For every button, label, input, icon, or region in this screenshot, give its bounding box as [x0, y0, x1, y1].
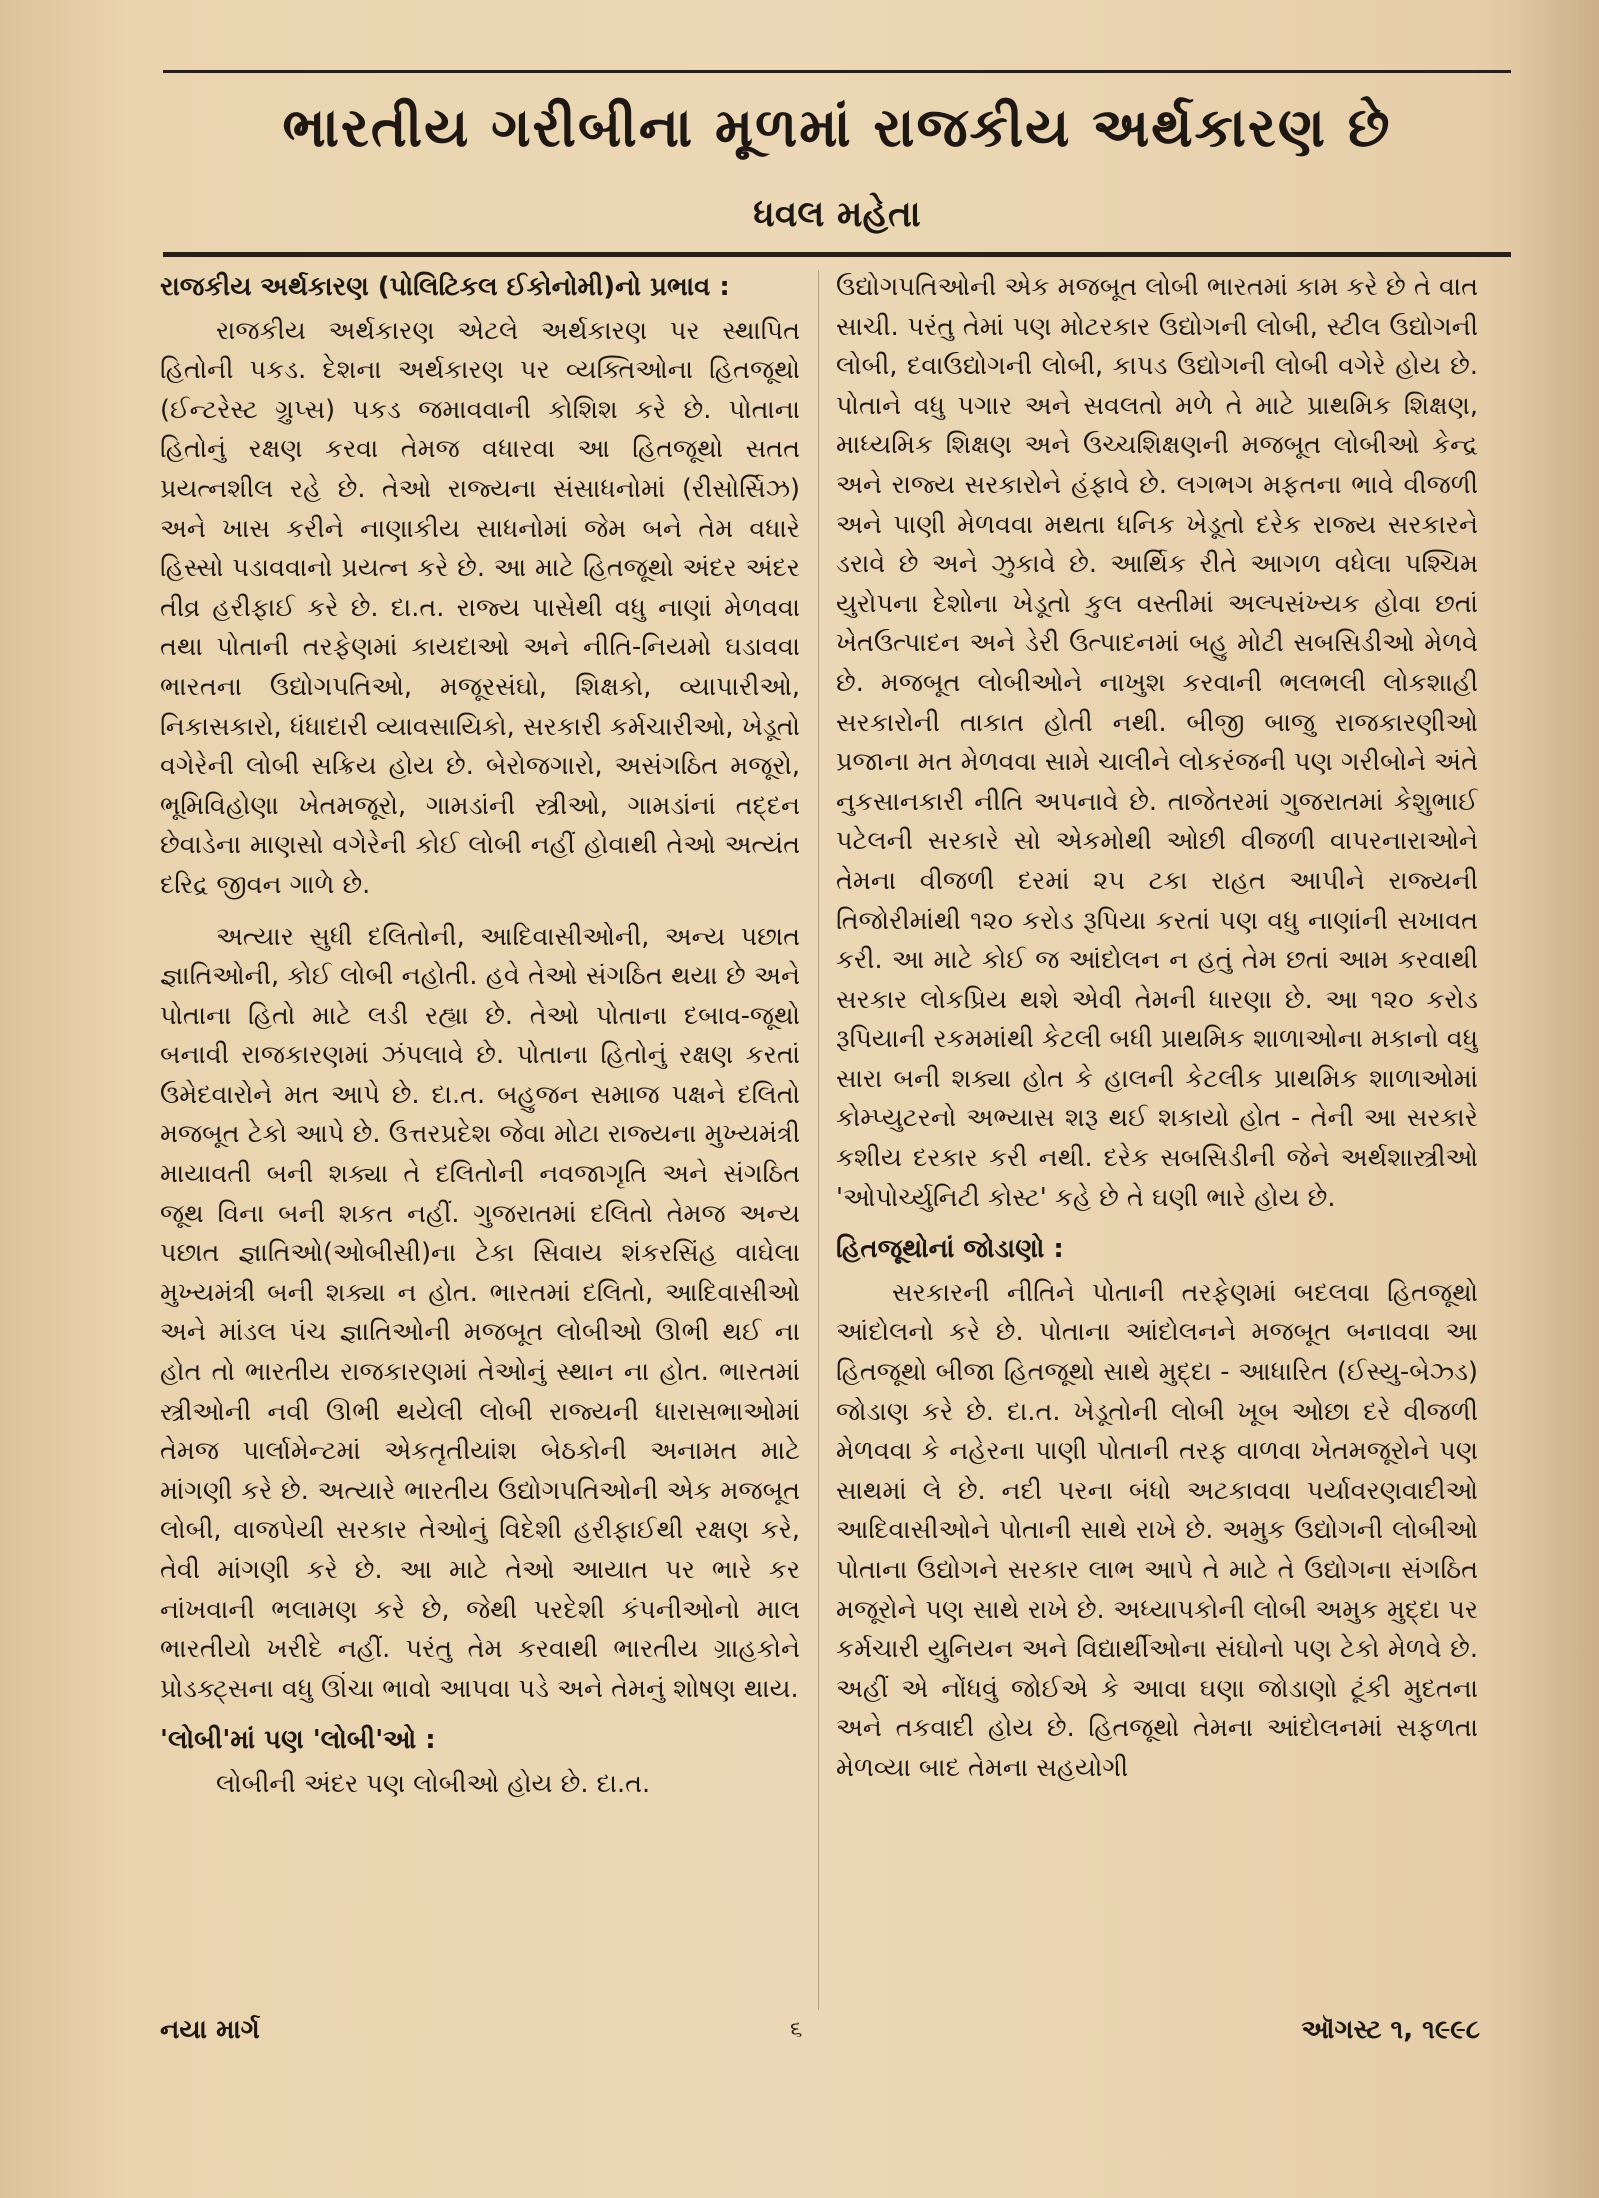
publication-name: નયા માર્ગ	[160, 2015, 260, 2045]
column-divider	[818, 270, 819, 2010]
paragraph: રાજકીય અર્થકારણ એટલે અર્થકારણ પર સ્થાપિત હિતોની પકડ. દેશના અર્થકારણ પર વ્યક્તિઓના હિતજૂથો (ઈન્ટરેસ્ટ ગ્રુપ્સ) પકડ જમાવવાની કોશિશ કરે છે. પોતાના હિતોનું રક્ષણ કરવા તેમજ વધારવા આ હિતજૂથો સતત પ્રયત્નશીલ રહે છે. તેઓ રાજ્યના સંસાધનોમાં (રીસોર્સિઝ) અને ખાસ કરીને નાણાકીય સાધનોમાં જેમ બને તેમ વધારે હિસ્સો પડાવવાનો પ્રયત્ન કરે છે. આ માટે હિતજૂથો અંદર અંદર તીવ્ર હરીફાઈ કરે છે. દા.ત. રાજ્ય પાસેથી વધુ નાણાં મેળવવા તથા પોતાની તરફેણમાં કાયદાઓ અને નીતિ-નિયમો ઘડાવવા ભારતના ઉદ્યોગપતિઓ, મજૂરસંઘો, શિક્ષકો, વ્યાપારીઓ, નિકાસકારો, ધંધાદારી વ્યાવસાયિકો, સરકારી કર્મચારીઓ, ખેડૂતો વગેરેની લોબી સક્રિય હોય છે. બેરોજગારો, અસંગઠિત મજૂરો, ભૂમિવિહોણા ખેતમજૂરો, ગામડાંની સ્ત્રીઓ, ગામડાંનાં તદ્દન છેવાડેના માણસો વગેરેની કોઈ લોબી નહીં હોવાથી તેઓ અત્યંત દરિદ્ર જીવન ગાળે છે.	[160, 315, 800, 900]
paragraph: અત્યાર સુધી દલિતોની, આદિવાસીઓની, અન્ય પછાત જ્ઞાતિઓની, કોઈ લોબી નહોતી. હવે તેઓ સંગઠિત થયા છે અને પોતાના હિતો માટે લડી રહ્યા છે. તેઓ પોતાના દબાવ-જૂથો બનાવી રાજકારણમાં ઝંપલાવે છે. પોતાના હિતોનું રક્ષણ કરતાં ઉમેદવારોને મત આપે છે. દા.ત. બહુજન સમાજ પક્ષને દલિતો મજબૂત ટેકો આપે છે. ઉત્તરપ્રદેશ જેવા મોટા રાજ્યના મુખ્યમંત્રી માયાવતી બની શક્યા તે દલિતોની નવજાગૃતિ અને સંગઠિત જૂથ વિના બની શકત નહીં. ગુજરાતમાં દલિતો તેમજ અન્ય પછાત જ્ઞાતિઓ(ઓબીસી)ના ટેકા સિવાય શંકરસિંહ વાઘેલા મુખ્યમંત્રી બની શક્યા ન હોત. ભારતમાં દલિતો, આદિવાસીઓ અને માંડલ પંચ જ્ઞાતિઓની મજબૂત લોબીઓ ઊભી થઈ ના હોત તો ભારતીય રાજકારણમાં તેઓનું સ્થાન ના હોત. ભારતમાં સ્ત્રીઓની નવી ઊભી થયેલી લોબી રાજ્યની ધારાસભાઓમાં તેમજ પાર્લામેન્ટમાં એકતૃતીયાંશ બેઠકોની અનામત માટે માંગણી કરે છે. અત્યારે ભારતીય ઉદ્યોગપતિઓની એક મજબૂત લોબી, વાજપેયી સરકાર તેઓનું વિદેશી હરીફાઈથી રક્ષણ કરે, તેવી માંગણી કરે છે. આ માટે તેઓ આયાત પર ભારે કર નાંખવાની ભલામણ કરે છે, જેથી પરદેશી કંપનીઓનો માલ ભારતીયો ખરીદે નહીં. પરંતુ તેમ કરવાથી ભારતીય ગ્રાહકોને પ્રોડક્ટ્સના વધુ ઊંચા ભાવો આપવા પડે અને તેમનું શોષણ થાય.	[160, 921, 800, 1704]
paragraph: ઉદ્યોગપતિઓની એક મજબૂત લોબી ભારતમાં કામ કરે છે તે વાત સાચી. પરંતુ તેમાં પણ મોટરકાર ઉદ્યોગની લોબી, સ્ટીલ ઉદ્યોગની લોબી, દવાઉદ્યોગની લોબી, કાપડ ઉદ્યોગની લોબી વગેરે હોય છે. પોતાને વધુ પગાર અને સવલતો મળે તે માટે પ્રાથમિક શિક્ષણ, માધ્યમિક શિક્ષણ અને ઉચ્ચશિક્ષણની મજબૂત લોબીઓ કેન્દ્ર અને રાજ્ય સરકારોને હંફાવે છે. લગભગ મફતના ભાવે વીજળી અને પાણી મેળવવા મથતા ધનિક ખેડૂતો દરેક રાજ્ય સરકારને ડરાવે છે અને ઝુકાવે છે. આર્થિક રીતે આગળ વધેલા પશ્ચિમ યુરોપના દેશોના ખેડૂતો કુલ વસ્તીમાં અલ્પસંખ્યક હોવા છતાં ખેતઉત્પાદન અને ડેરી ઉત્પાદનમાં બહુ મોટી સબસિડીઓ મેળવે છે. મજબૂત લોબીઓને નાખુશ કરવાની ભલભલી લોકશાહી સરકારોની તાકાત હોતી નથી. બીજી બાજુ રાજકારણીઓ પ્રજાના મત મેળવવા સામે ચાલીને લોકરંજની પણ ગરીબોને અંતે નુકસાનકારી નીતિ અપનાવે છે. તાજેતરમાં ગુજરાતમાં કેશુભાઈ પટેલની સરકારે સો એકમોથી ઓછી વીજળી વાપરનારાઓને તેમના વીજળી દરમાં ૨૫ ટકા રાહત આપીને રાજ્યની તિજોરીમાંથી ૧૨૦ કરોડ રૂપિયા કરતાં પણ વધુ નાણાંની સખાવત કરી. આ માટે કોઈ જ આંદોલન ન હતું તેમ છતાં આમ કરવાથી સરકાર લોકપ્રિય થશે એવી તેમની ધારણા છે. આ ૧૨૦ કરોડ રૂપિયાની રકમમાંથી કેટલી બધી પ્રાથમિક શાળાઓના મકાનો વધુ સારા બની શક્યા હોત કે હાલની કેટલીક પ્રાથમિક શાળાઓમાં કોમ્પ્યુટરનો અભ્યાસ શરૂ થઈ શકાયો હોત - તેની આ સરકારે કશીય દરકાર કરી નથી. દરેક સબસિડીની જેને અર્થશાસ્ત્રીઓ 'ઓપોર્ચ્યુનિટી કોસ્ટ' કહે છે તે ઘણી ભારે હોય છે.	[836, 272, 1478, 1213]
author-byline: ધવલ મહેતા	[753, 194, 921, 235]
paragraph: લોબીની અંદર પણ લોબીઓ હોય છે. દા.ત.	[216, 1768, 651, 1799]
section-heading-alliances: હિતજૂથોનાં જોડાણો :	[836, 1234, 1064, 1265]
paragraph: સરકારની નીતિને પોતાની તરફેણમાં બદલવા હિતજૂથો આંદોલનો કરે છે. પોતાના આંદોલનને મજબૂત બનાવવા આ હિતજૂથો બીજા હિતજૂથો સાથે મુદ્દા - આધારિત (ઈસ્યુ-બેઝ્ડ) જોડાણ કરે છે. દા.ત. ખેડૂતોની લોબી ખૂબ ઓછા દરે વીજળી મેળવવા કે નહેરના પાણી પોતાની તરફ વાળવા ખેતમજૂરોને પણ સાથમાં લે છે. નદી પરના બંધો અટકાવવા પર્યાવરણવાદીઓ આદિવાસીઓને પોતાની સાથે રાખે છે. અમુક ઉદ્યોગની લોબીઓ પોતાના ઉદ્યોગને સરકાર લાભ આપે તે માટે તે ઉદ્યોગના સંગઠિત મજૂરોને પણ સાથે રાખે છે. અધ્યાપકોની લોબી અમુક મુદ્દા પર કર્મચારી યુનિયન અને વિદ્યાર્થીઓના સંઘોનો પણ ટેકો મેળવે છે. અહીં એ નોંધવું જોઈએ કે આવા ઘણા જોડાણો ટૂંકી મુદતના અને તકવાદી હોય છે. હિતજૂથો તેમના આંદોલનમાં સફળતા મેળવ્યા બાદ તેમના સહયોગી	[836, 1277, 1478, 1783]
right-column	[836, 268, 1478, 2013]
section-heading-political-economy: રાજકીય અર્થકારણ (પોલિટિકલ ઈકોનોમી)નો પ્રભાવ :	[160, 272, 730, 302]
section-heading-lobby: 'લોબી'માં પણ 'લોબી'ઓ :	[160, 1725, 436, 1756]
left-column	[160, 268, 800, 2013]
torn-edge	[1509, 0, 1599, 2198]
top-rule	[163, 70, 1511, 73]
article-title: ભારતીય ગરીબીના મૂળમાં રાજકીય અર્થકારણ છે	[282, 96, 1392, 159]
issue-date: ઑગસ્ટ ૧, ૧૯૯૮	[1301, 2015, 1480, 2045]
page-number: ૬	[790, 2017, 803, 2042]
header-rule	[163, 252, 1511, 257]
